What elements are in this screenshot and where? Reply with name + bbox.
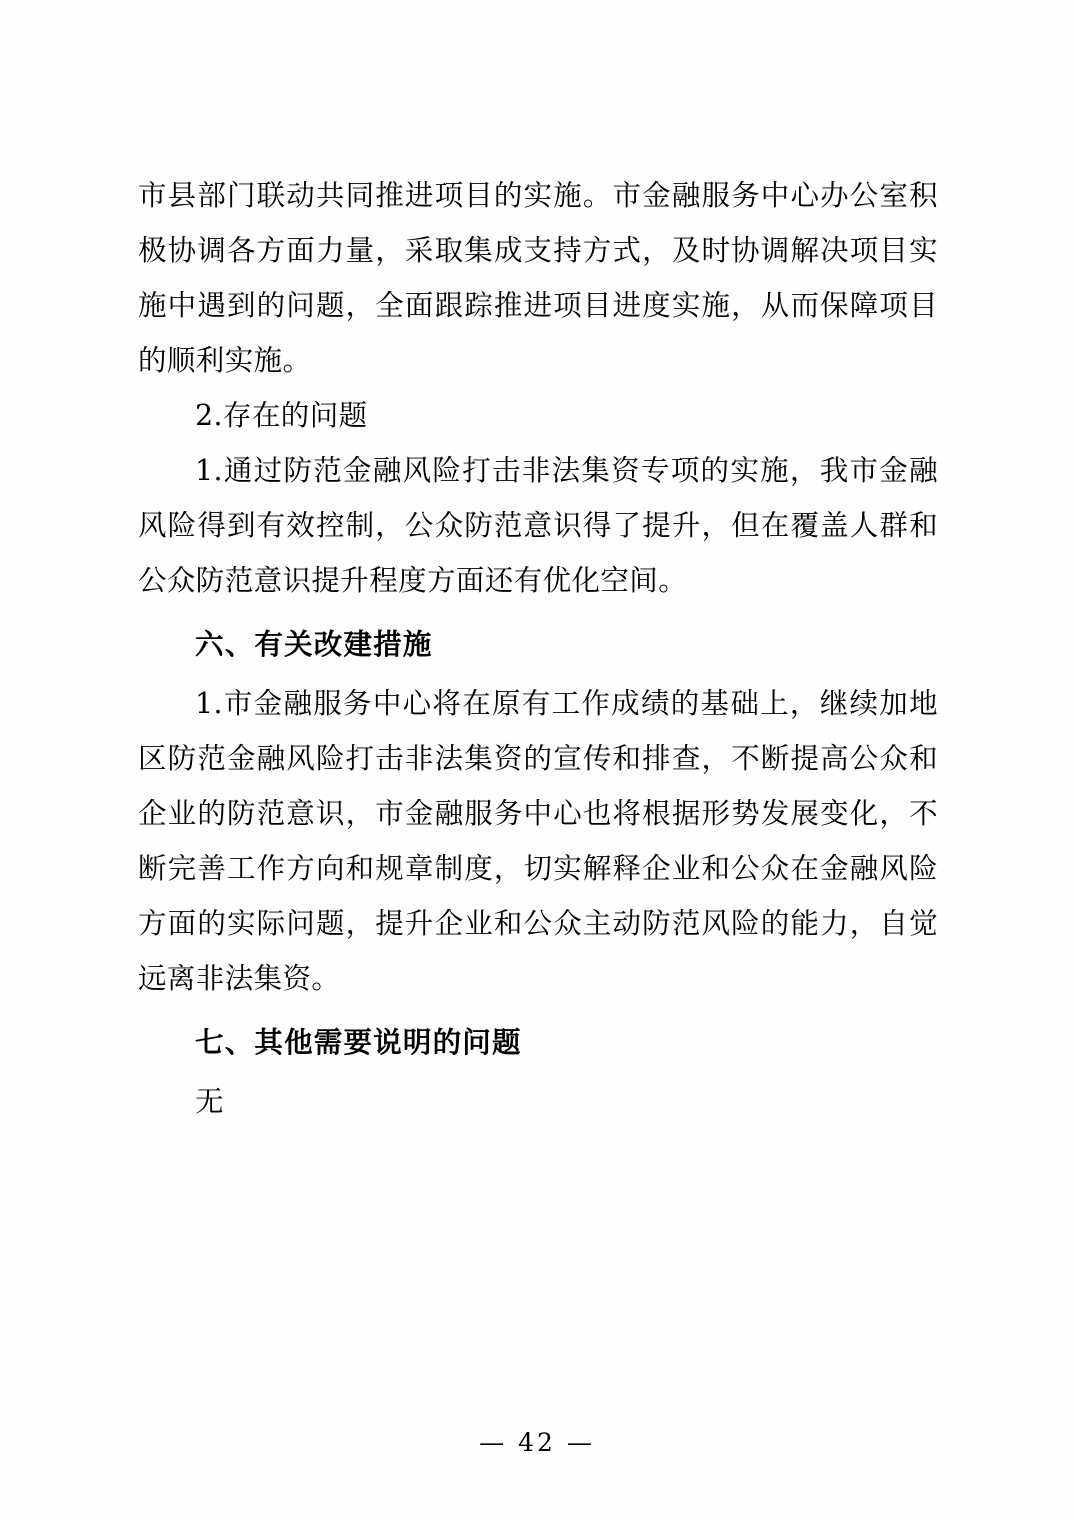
paragraph-continued: 市县部门联动共同推进项目的实施。市金融服务中心办公室积极协调各方面力量，采取集成支持方式，及时协调解决项目实施中遇到的问题，全面跟踪推进项目进度实施，从而保障项目的顺利实施。 (138, 179, 938, 377)
paragraph-problem-detail: 1.通过防范金融风险打击非法集资专项的实施，我市金融风险得到有效控制，公众防范意识得了提升，但在覆盖人群和公众防范意识提升程度方面还有优化空间。 (138, 454, 938, 597)
heading-section-six: 六、有关改建措施 (195, 628, 433, 661)
document-body (138, 168, 938, 1129)
paragraph-improvement-measures: 1.市金融服务中心将在原有工作成绩的基础上，继续加地区防范金融风险打击非法集资的宣传和排查，不断提高公众和企业的防范意识，市金融服务中心也将根据形势发展变化，不断完善工作方向和规章制度，切实解释企业和公众在金融风险方面的实际问题，提升企业和公众主动防范风险的能力，自觉远离非法集资。 (138, 687, 938, 995)
heading-section-seven: 七、其他需要说明的问题 (195, 1026, 522, 1059)
page-number: — 42 — (479, 1428, 595, 1457)
paragraph-existing-problems-label: 2.存在的问题 (195, 399, 368, 432)
paragraph-none: 无 (195, 1085, 224, 1118)
